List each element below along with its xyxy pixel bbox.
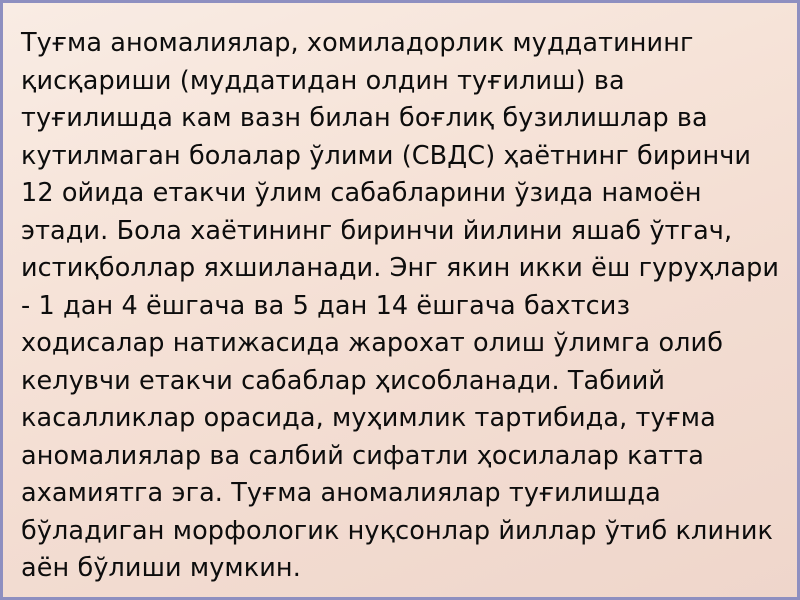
slide-body-text: Туғма аномалиялар, хомиладорлик муддатининг қисқариши (муддатидан олдин туғилиш) ва туғилишда кам вазн билан боғлиқ бузилишлар ва кутилмаган болалар ўлими (СВДС) ҳаётнинг биринчи 12 ойида етакчи ўлим сабабларини ўзида намоён этади. Бола хаётининг биринчи йилини яшаб ўтгач, истиқболлар яхшиланади. Энг якин икки ёш гуруҳлари - 1 дан 4 ёшгача ва 5 дан 14 ёшгача бахтсиз ходисалар натижасида жарохат олиш ўлимга олиб келувчи етакчи сабаблар ҳисобланади. Табиий касалликлар орасида, муҳимлик тартибида, туғма аномалиялар ва салбий сифатли ҳосилалар катта ахамиятга эга. Туғма аномалиялар туғилишда бўладиган морфологик нуқсонлар йиллар ўтиб клиник аён бўлиши мумкин. — [21, 28, 788, 583]
